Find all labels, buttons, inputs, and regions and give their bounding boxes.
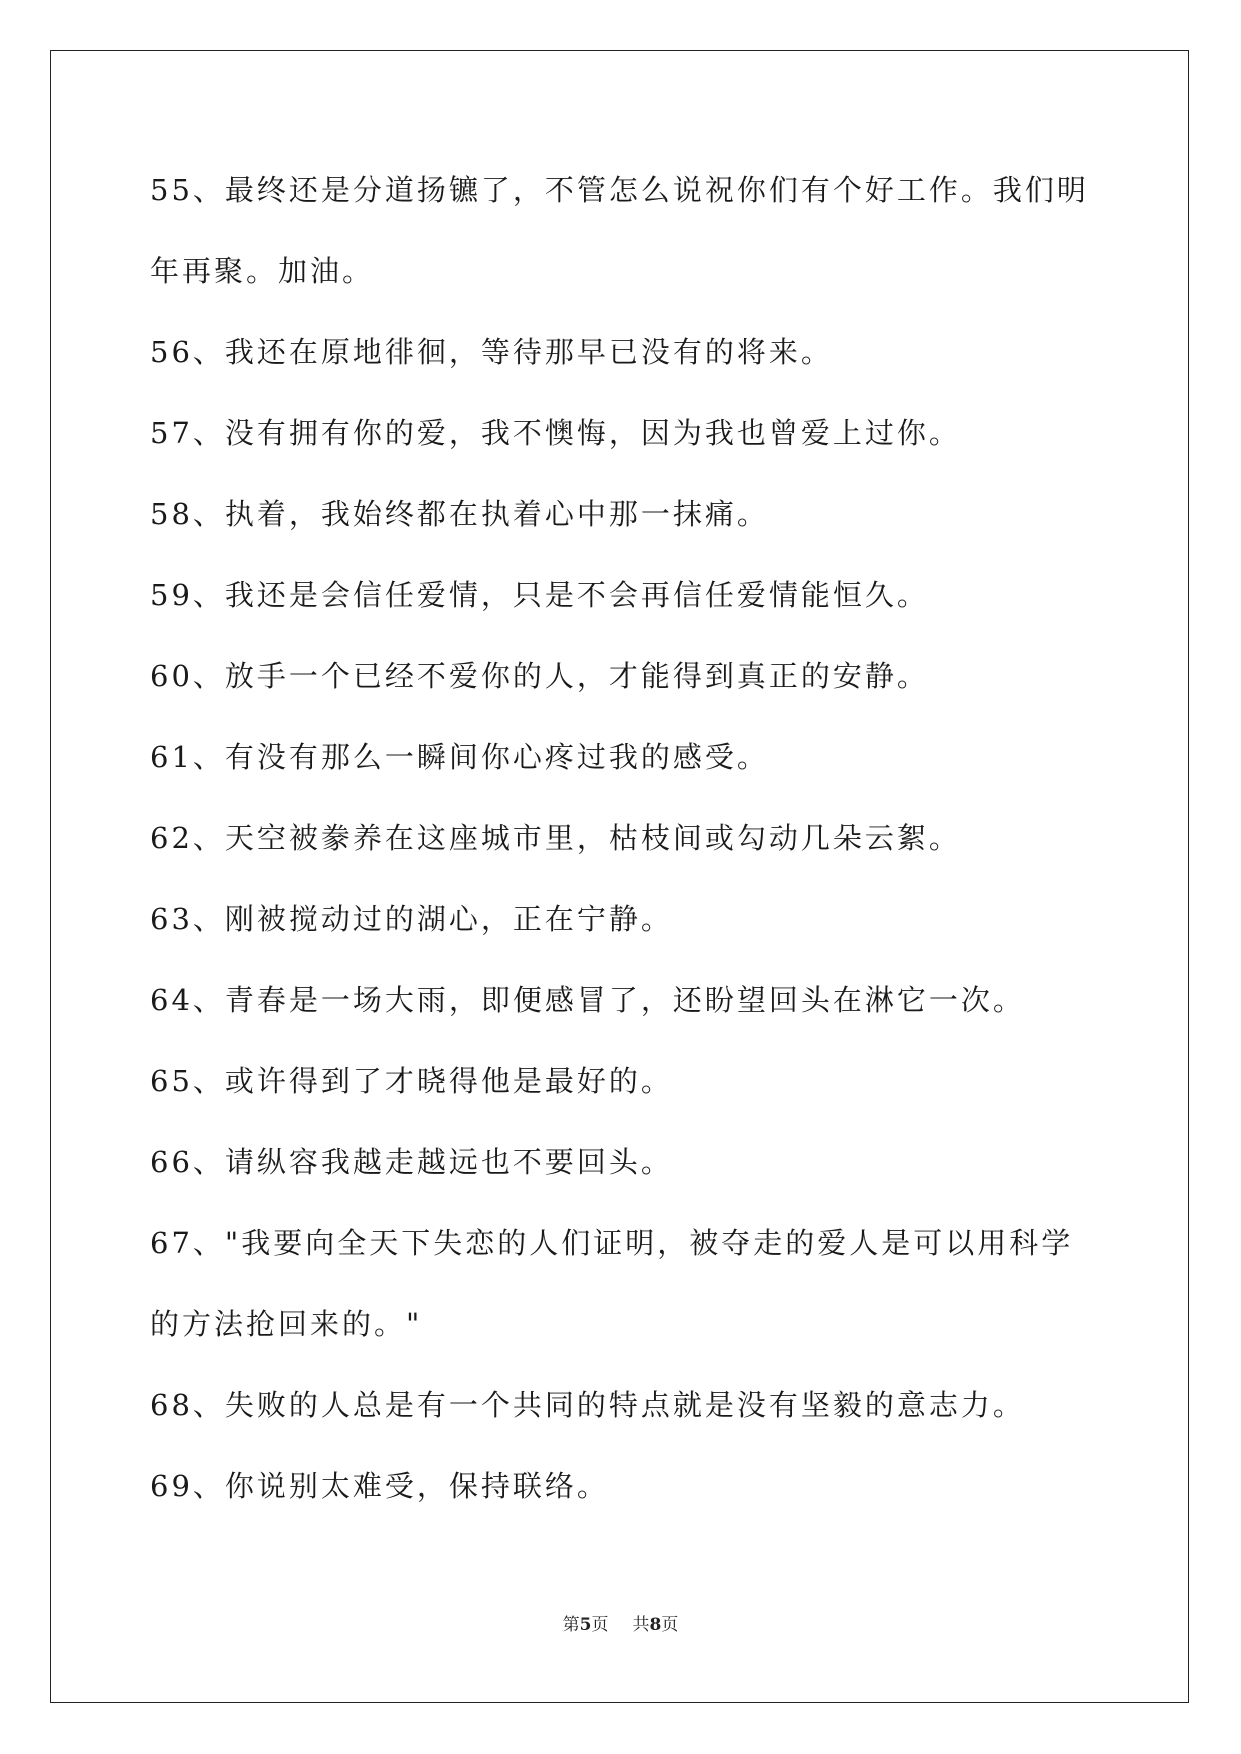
paragraph-55: 55、最终还是分道扬镳了，不管怎么说祝你们有个好工作。我们明年再聚。加油。 bbox=[150, 173, 1089, 288]
paragraph-67: 67、"我要向全天下失恋的人们证明，被夺走的爱人是可以用科学的方法抢回来的。" bbox=[150, 1226, 1074, 1341]
page-total: 8 bbox=[649, 1615, 662, 1635]
paragraph-61: 61、有没有那么一瞬间你心疼过我的感受。 bbox=[150, 740, 769, 774]
paragraph-60: 60、放手一个已经不爱你的人，才能得到真正的安静。 bbox=[150, 659, 929, 693]
page-footer bbox=[0, 1610, 1241, 1635]
paragraph-56: 56、我还在原地徘徊，等待那早已没有的将来。 bbox=[150, 335, 833, 369]
page-current: 5 bbox=[579, 1615, 592, 1635]
page-suffix: 页 bbox=[591, 1615, 609, 1635]
paragraph-69: 69、你说别太难受，保持联络。 bbox=[150, 1469, 609, 1503]
total-prefix: 共 bbox=[632, 1615, 650, 1635]
paragraph-57: 57、没有拥有你的爱，我不懊悔，因为我也曾爱上过你。 bbox=[150, 416, 961, 450]
paragraph-64: 64、青春是一场大雨，即便感冒了，还盼望回头在淋它一次。 bbox=[150, 983, 1025, 1017]
paragraph-62: 62、天空被豢养在这座城市里，枯枝间或勾动几朵云絮。 bbox=[150, 821, 961, 855]
paragraph-59: 59、我还是会信任爱情，只是不会再信任爱情能恒久。 bbox=[150, 578, 929, 612]
paragraph-66: 66、请纵容我越走越远也不要回头。 bbox=[150, 1145, 673, 1179]
paragraph-63: 63、刚被搅动过的湖心，正在宁静。 bbox=[150, 902, 673, 936]
page-prefix: 第 bbox=[562, 1615, 580, 1635]
paragraph-65: 65、或许得到了才晓得他是最好的。 bbox=[150, 1064, 673, 1098]
total-suffix: 页 bbox=[661, 1615, 679, 1635]
document-body bbox=[150, 150, 1100, 1527]
paragraph-58: 58、执着，我始终都在执着心中那一抹痛。 bbox=[150, 497, 769, 531]
paragraph-68: 68、失败的人总是有一个共同的特点就是没有坚毅的意志力。 bbox=[150, 1388, 1025, 1422]
